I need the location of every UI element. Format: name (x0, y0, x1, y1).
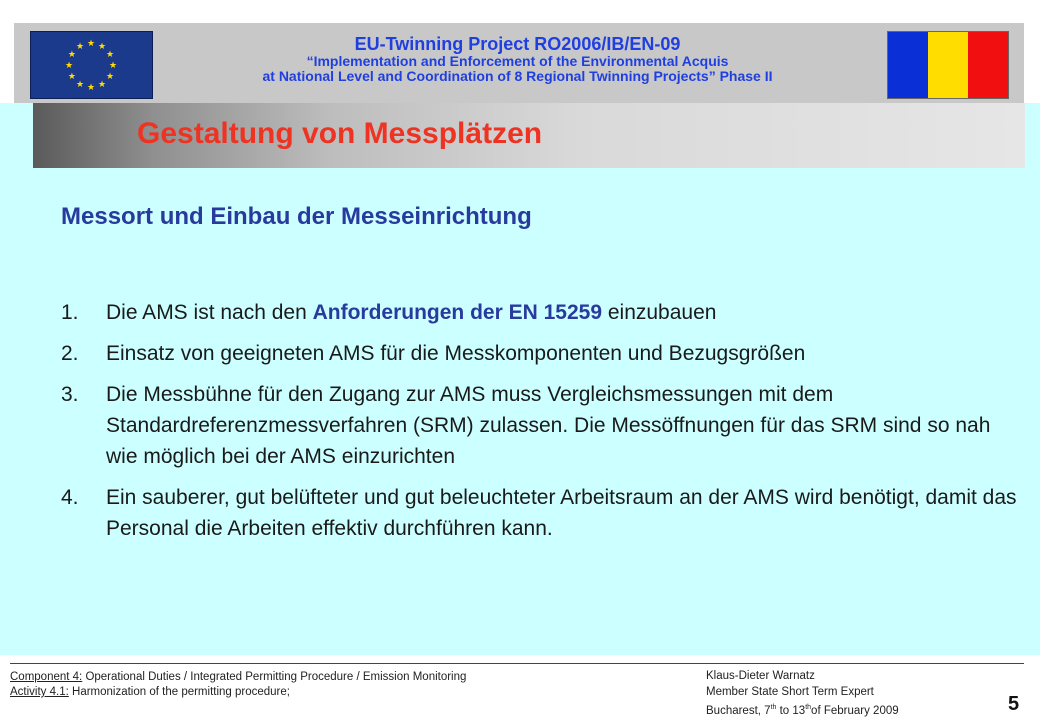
star-icon: ★ (64, 60, 74, 70)
component-line: Component 4: Operational Duties / Integrated Permitting Procedure / Emission Monitoring (10, 671, 467, 683)
list-item (61, 379, 1021, 472)
item-text: Die Messbühne für den Zugang zur AMS muss Vergleichsmessungen mit dem Standardreferenzmessverfahren (SRM) zulassen. Die Messöffnungen für das SRM sind so nah wie möglich bei der AMS einzurichten (106, 383, 991, 468)
romania-flag-icon (887, 31, 1009, 99)
item-text: Die AMS ist nach den Anforderungen der EN 15259 einzubauen (106, 301, 717, 324)
project-header (165, 34, 870, 84)
flag-stripe-red (968, 32, 1008, 98)
project-title: EU-Twinning Project RO2006/IB/EN-09 (354, 34, 681, 54)
activity-label: Activity 4.1: (10, 686, 69, 698)
eu-flag-icon (30, 31, 153, 99)
star-icon: ★ (106, 49, 115, 59)
star-icon: ★ (97, 79, 107, 90)
star-icon: ★ (97, 40, 107, 51)
section-heading: Messort und Einbau der Messeinrichtung (61, 203, 532, 230)
star-icon: ★ (86, 38, 96, 48)
footer-divider (10, 663, 1024, 664)
author-role: Member State Short Term Expert (706, 686, 874, 698)
item-text: Einsatz von geeigneten AMS für die Messkomponenten und Bezugsgrößen (106, 342, 806, 365)
author-name: Klaus-Dieter Warnatz (706, 670, 815, 682)
activity-line: Activity 4.1: Harmonization of the permitting procedure; (10, 686, 290, 698)
flag-stripe-blue (888, 32, 928, 98)
star-icon: ★ (67, 71, 76, 81)
list-item (61, 297, 1021, 328)
star-icon: ★ (67, 49, 76, 59)
footer-author-info (706, 668, 899, 719)
star-icon: ★ (86, 82, 96, 92)
star-icon: ★ (106, 71, 115, 81)
page-number: 5 (1008, 693, 1020, 715)
list-item (61, 482, 1021, 544)
flag-stripe-yellow (928, 32, 968, 98)
item-text: Ein sauberer, gut belüfteter und gut beleuchteter Arbeitsraum an der AMS wird benötigt, damit das Personal die Arbeiten effektiv durchführen kann. (106, 486, 1017, 540)
project-subtitle: “Implementation and Enforcement of the Environmental Acquis (306, 53, 729, 69)
highlighted-text: Anforderungen der EN 15259 (312, 301, 603, 324)
item-number: 3. (61, 383, 79, 406)
list-item (61, 338, 1021, 369)
star-icon: ★ (75, 40, 85, 51)
numbered-list (61, 297, 1021, 554)
slide-title: Gestaltung von Messplätzen (137, 117, 543, 150)
component-label: Component 4: (10, 671, 83, 683)
event-date: Bucharest, 7th to 13thof February 2009 (706, 704, 899, 717)
item-number: 1. (61, 301, 79, 324)
star-icon: ★ (75, 79, 85, 90)
item-number: 4. (61, 486, 79, 509)
star-icon: ★ (108, 60, 118, 70)
project-subtitle-line2: at National Level and Coordination of 8 Regional Twinning Projects” Phase II (262, 68, 773, 84)
footer-component-info (10, 670, 466, 700)
item-number: 2. (61, 342, 79, 365)
